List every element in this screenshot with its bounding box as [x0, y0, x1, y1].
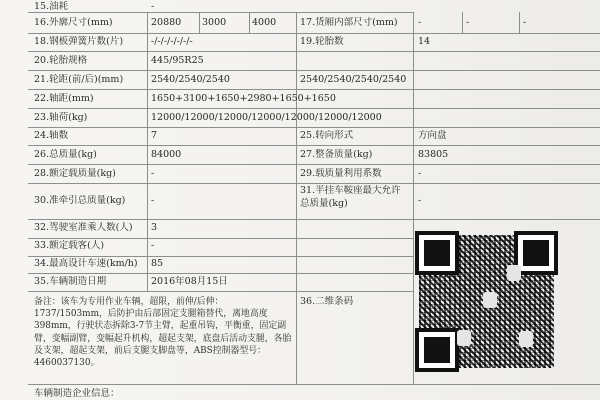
qr-redaction-mark [457, 330, 471, 346]
value-overall-height: 4000 [252, 17, 277, 28]
value-steering-type: 方向盘 [418, 130, 447, 141]
value-overall-width: 3000 [202, 17, 227, 28]
value-axle-count: 7 [151, 130, 158, 141]
label-manufacturer-info: 车辆制造企业信息： [34, 388, 120, 399]
value-cargo-height: - [523, 17, 527, 28]
value-curb-mass: 83805 [418, 149, 449, 160]
label-cab-occupants: 32.驾驶室准乘人数(人) [34, 222, 133, 233]
qr-redaction-mark [507, 265, 521, 281]
value-rated-passengers: - [151, 240, 155, 251]
label-gross-mass: 26.总质量(kg) [34, 149, 97, 160]
qr-finder-pattern [419, 332, 455, 368]
label-tire-count: 19.轮胎数 [300, 36, 344, 47]
label-steering-type: 25.转向形式 [300, 130, 354, 141]
value-load-utilization: - [418, 168, 422, 179]
value-wheelbase: 1650+3100+1650+2980+1650+1650 [151, 93, 336, 104]
label-overall-dimensions: 16.外廓尺寸(mm) [34, 17, 113, 28]
label-wheelbase: 22.轴距(mm) [34, 93, 94, 104]
value-max-speed: 85 [151, 258, 164, 269]
label-max-speed: 34.最高设计车速(km/h) [34, 258, 138, 269]
qr-redaction-mark [519, 331, 533, 347]
label-track-width: 21.轮距(前/后)(mm) [34, 74, 124, 85]
label-axle-load: 23.轴荷(kg) [34, 112, 88, 123]
value-track-rear: 2540/2540/2540/2540 [300, 74, 407, 85]
label-rated-load: 28.额定载质量(kg) [34, 168, 116, 179]
label-manufacture-date: 35.车辆制造日期 [34, 276, 107, 287]
label-cargo-box-dimensions: 17.货厢内部尺寸(mm) [300, 17, 398, 28]
value-gross-mass: 84000 [151, 149, 182, 160]
qr-code-image [419, 235, 554, 368]
label-axle-count: 24.轴数 [34, 130, 69, 141]
value-axle-load: 12000/12000/12000/12000/12000/12000/12000 [151, 112, 382, 123]
label-load-utilization: 29.载质量利用系数 [300, 168, 382, 179]
label-saddle-mass: 31.半挂车鞍座最大允许总质量(kg) [300, 185, 401, 209]
label-rated-passengers: 33.额定载客(人) [34, 240, 105, 251]
value-saddle-mass: - [418, 195, 422, 206]
label-towing-mass: 30.准牵引总质量(kg) [34, 195, 126, 206]
value-cab-occupants: 3 [151, 222, 158, 233]
label-tire-spec: 20.轮胎规格 [34, 55, 88, 66]
value-tire-spec: 445/95R25 [151, 55, 204, 66]
value-leaf-springs: -/-/-/-/-/-/- [151, 36, 193, 47]
value-rated-load: - [151, 168, 155, 179]
label-qr-code: 36.二维条码 [300, 296, 354, 307]
qr-redaction-mark [483, 292, 497, 308]
value-cargo-width: - [466, 17, 470, 28]
value-manufacture-date: 2016年08月15日 [151, 276, 228, 287]
remarks-text: 备注：该车为专用作业车辆，超限，前伸/后伸：1737/1503mm，后防护由后部固定支腿箱替代，离地高度398mm，行驶状态拆除3-7节主臂，起重吊钩，平衡重，固定副臂，变幅副臂，变幅起升机构，超起支架，底盘后活动支腿，各胎及支架，超起支架，前后支腿支脚盘等，ABS控制器型号：4460037130。 [34, 297, 292, 369]
value-fuel-consumption: - [151, 1, 155, 12]
value-overall-length: 20880 [151, 17, 182, 28]
label-fuel-consumption: 15.油耗 [34, 1, 69, 12]
label-leaf-springs: 18.钢板弹簧片数(片) [34, 36, 124, 47]
label-curb-mass: 27.整备质量(kg) [300, 149, 373, 160]
qr-finder-pattern [518, 235, 554, 271]
value-track-front: 2540/2540/2540 [151, 74, 230, 85]
value-towing-mass: - [151, 195, 155, 206]
value-cargo-length: - [418, 17, 422, 28]
value-tire-count: 14 [418, 36, 431, 47]
qr-finder-pattern [419, 235, 455, 271]
